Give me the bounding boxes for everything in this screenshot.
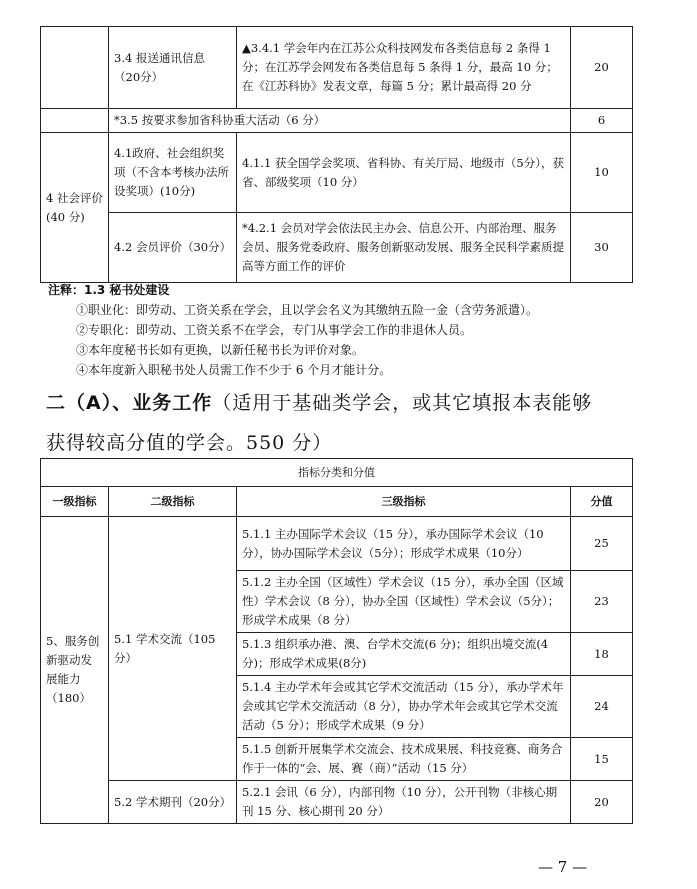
table-cell: 5.1.4 主办学术年会或其它学术交流活动（15 分），承办学术年会或其它学术交流活动（8 分），协办学术年会或其它学术交流活动（5 分）；形成学术成果（9 分）	[237, 676, 571, 738]
table-cell: 3.4 报送通讯信息（20分）	[109, 27, 237, 109]
score-cell: 30	[571, 213, 633, 283]
table-cell: 4.1.1 获全国学会奖项、省科协、有关厅局、地级市（5分），获省、部级奖项（10 分）	[237, 133, 571, 213]
table-caption: 指标分类和分值	[41, 459, 633, 487]
scoring-table-continued	[40, 26, 633, 283]
score-cell: 20	[571, 781, 633, 824]
subgroup-cell: 5.1 学术交流（105分）	[109, 517, 237, 781]
group-cell: 5、服务创新驱动发展能力（180）	[41, 517, 109, 824]
score-cell: 24	[571, 676, 633, 738]
heading-line2: 获得较高分值的学会。550 分）	[46, 432, 333, 454]
score-cell: 6	[571, 109, 633, 133]
group-cell: 4 社会评价(40 分)	[41, 133, 109, 283]
table-cell: 5.2.1 会讯（6 分），内部刊物（10 分），公开刊物（非核心期刊 15 分、核心期刊 20 分）	[237, 781, 571, 824]
table-cell	[41, 27, 109, 109]
subgroup-cell: 5.2 学术期刊（20分）	[109, 781, 237, 824]
score-cell: 23	[571, 571, 633, 633]
note-item: ④本年度新入职秘书处人员需工作不少于 6 个月才能计分。	[76, 363, 392, 377]
table-cell: 5.1.2 主办全国（区域性）学术会议（15 分），承办全国（区域性）学术会议（8 分），协办全国（区域性）学术会议（5分）；形成学术成果（8 分）	[237, 571, 571, 633]
notes-title: 注释：1.3 秘书处建设	[48, 283, 170, 297]
table-cell: 5.1.1 主办国际学术会议（15 分），承办国际学术会议（10分），协办国际学术会议（5分）；形成学术成果（10分）	[237, 517, 571, 571]
section-heading	[46, 383, 656, 463]
page-number: — 7 —	[538, 858, 588, 876]
column-header: 二级指标	[109, 487, 237, 517]
table-cell: *4.2.1 会员对学会依法民主办会、信息公开、内部治理、服务会员、服务党委政府、服务创新驱动发展、服务全民科学素质提高等方面工作的评价	[237, 213, 571, 283]
heading-bold: 二（A）、业务工作	[46, 392, 213, 414]
notes-section	[48, 280, 648, 380]
table-cell: 4.1政府、社会组织奖项（不含本考核办法所设奖项）(10分)	[109, 133, 237, 213]
table-cell: *3.5 按要求参加省科协重大活动（6 分）	[109, 109, 571, 133]
table-cell	[41, 109, 109, 133]
note-item: ③本年度秘书长如有更换，以新任秘书长为评价对象。	[76, 343, 365, 357]
score-cell: 10	[571, 133, 633, 213]
column-header: 一级指标	[41, 487, 109, 517]
note-item: ①职业化：即劳动、工资关系在学会，且以学会名义为其缴纳五险一金（含劳务派遣）。	[76, 303, 539, 317]
table-cell: ▲3.4.1 学会年内在江苏公众科技网发布各类信息每 2 条得 1 分；在江苏学会网发布各类信息每 5 条得 1 分，最高 10 分；在《江苏科协》发表文章，每篇 5 分；累计最高得 20 分	[237, 27, 571, 109]
note-item: ②专职化：即劳动、工资关系不在学会，专门从事学会工作的非退休人员。	[76, 323, 473, 337]
score-cell: 15	[571, 738, 633, 781]
scoring-table	[40, 458, 633, 824]
heading-rest: （适用于基础类学会，或其它填报本表能够	[212, 392, 593, 414]
column-header: 三级指标	[237, 487, 571, 517]
score-cell: 18	[571, 633, 633, 676]
column-header: 分值	[571, 487, 633, 517]
table-cell: 5.1.3 组织承办港、澳、台学术交流(6 分)；组织出境交流(4分)；形成学术成果(8分)	[237, 633, 571, 676]
table-cell: 5.1.5 创新开展集学术交流会、技术成果展、科技竞赛、商务合作于一体的“会、展、赛（商）”活动（15 分）	[237, 738, 571, 781]
score-cell: 25	[571, 517, 633, 571]
score-cell: 20	[571, 27, 633, 109]
table-cell: 4.2 会员评价（30分）	[109, 213, 237, 283]
